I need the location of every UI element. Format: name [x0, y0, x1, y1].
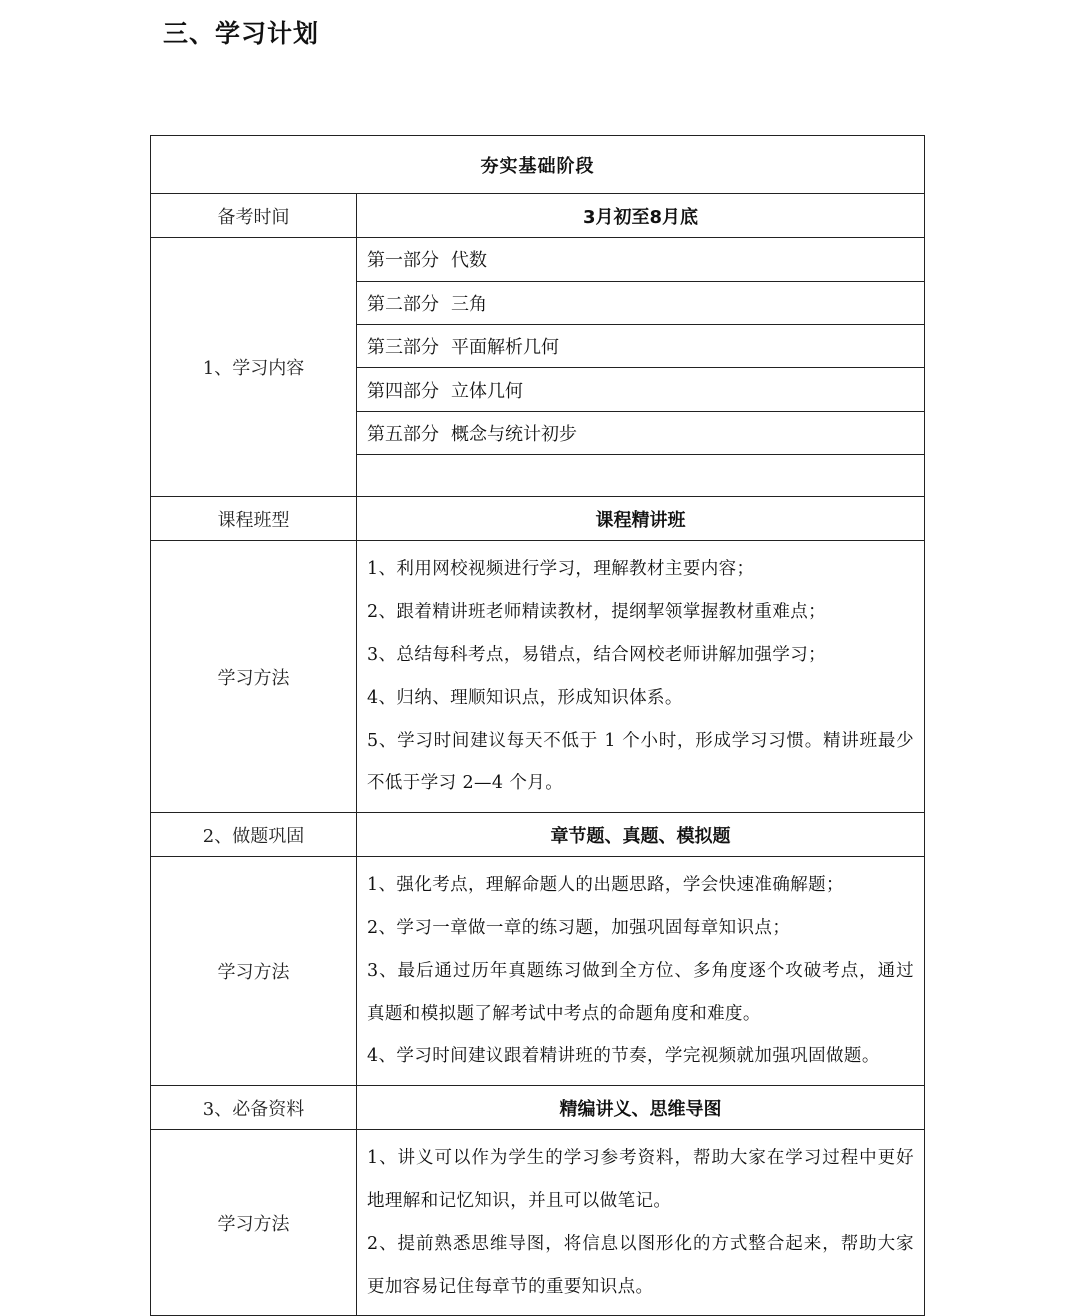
part-name: 平面解析几何	[451, 337, 559, 359]
list-item	[357, 411, 924, 454]
method-row-1	[151, 541, 925, 813]
course-type-row	[151, 497, 925, 541]
part-number: 第一部分	[367, 250, 439, 272]
prep-time-row	[151, 194, 925, 238]
study-plan-table	[150, 135, 925, 1316]
stage-title-row	[151, 136, 925, 194]
prep-time-label: 备考时间	[151, 194, 357, 238]
method-content-3	[357, 1130, 925, 1316]
method-line: 5、学习时间建议每天不低于 1 个小时，形成学习习惯。精讲班最少不低于学习 2—4 个月。	[367, 730, 914, 794]
materials-label: 3、必备资料	[151, 1086, 357, 1130]
method-label-3: 学习方法	[151, 1130, 357, 1316]
method-line: 2、跟着精讲班老师精读教材，提纲挈领掌握教材重难点；	[367, 602, 827, 623]
stage-title: 夯实基础阶段	[151, 136, 925, 194]
study-content-parts	[357, 238, 925, 497]
list-item	[357, 368, 924, 411]
part-name: 概念与统计初步	[451, 423, 577, 445]
study-content-label: 1、学习内容	[151, 238, 357, 497]
materials-value: 精编讲义、思维导图	[357, 1086, 925, 1130]
part-number: 第三部分	[367, 337, 439, 359]
practice-row	[151, 813, 925, 857]
part-name: 三角	[451, 293, 487, 315]
method-line: 1、强化考点，理解命题人的出题思路，学会快速准确解题；	[367, 875, 844, 896]
list-item	[357, 325, 924, 368]
course-type-label: 课程班型	[151, 497, 357, 541]
method-line: 3、总结每科考点，易错点，结合网校老师讲解加强学习；	[367, 645, 827, 666]
method-line: 2、学习一章做一章的练习题，加强巩固每章知识点；	[367, 918, 791, 939]
part-number: 第四部分	[367, 380, 439, 402]
parts-list	[357, 238, 924, 496]
part-name: 代数	[451, 250, 487, 272]
method-content-1	[357, 541, 925, 813]
list-item	[357, 238, 924, 281]
practice-value: 章节题、真题、模拟题	[357, 813, 925, 857]
part-number: 第五部分	[367, 423, 439, 445]
method-row-2	[151, 857, 925, 1086]
method-line: 3、最后通过历年真题练习做到全方位、多角度逐个攻破考点，通过真题和模拟题了解考试中考点的命题角度和难度。	[367, 960, 914, 1024]
method-line: 4、学习时间建议跟着精讲班的节奏，学完视频就加强巩固做题。	[367, 1046, 880, 1067]
practice-label: 2、做题巩固	[151, 813, 357, 857]
method-label-2: 学习方法	[151, 857, 357, 1086]
part-name: 立体几何	[451, 380, 523, 402]
method-line: 2、提前熟悉思维导图，将信息以图形化的方式整合起来，帮助大家更加容易记住每章节的重要知识点。	[367, 1233, 914, 1297]
prep-time-value: 3月初至8月底	[357, 194, 925, 238]
part-number: 第二部分	[367, 293, 439, 315]
course-type-value: 课程精讲班	[357, 497, 925, 541]
method-row-3	[151, 1130, 925, 1316]
method-line: 4、归纳、理顺知识点，形成知识体系。	[367, 687, 683, 708]
method-line: 1、讲义可以作为学生的学习参考资料，帮助大家在学习过程中更好地理解和记忆知识，并且可以做笔记。	[367, 1148, 914, 1212]
method-label-1: 学习方法	[151, 541, 357, 813]
materials-row	[151, 1086, 925, 1130]
section-title: 三、学习计划	[163, 19, 320, 48]
method-line: 1、利用网校视频进行学习，理解教材主要内容；	[367, 559, 755, 580]
list-item-empty	[357, 454, 924, 496]
method-content-2	[357, 857, 925, 1086]
study-content-row	[151, 238, 925, 497]
list-item	[357, 281, 924, 324]
